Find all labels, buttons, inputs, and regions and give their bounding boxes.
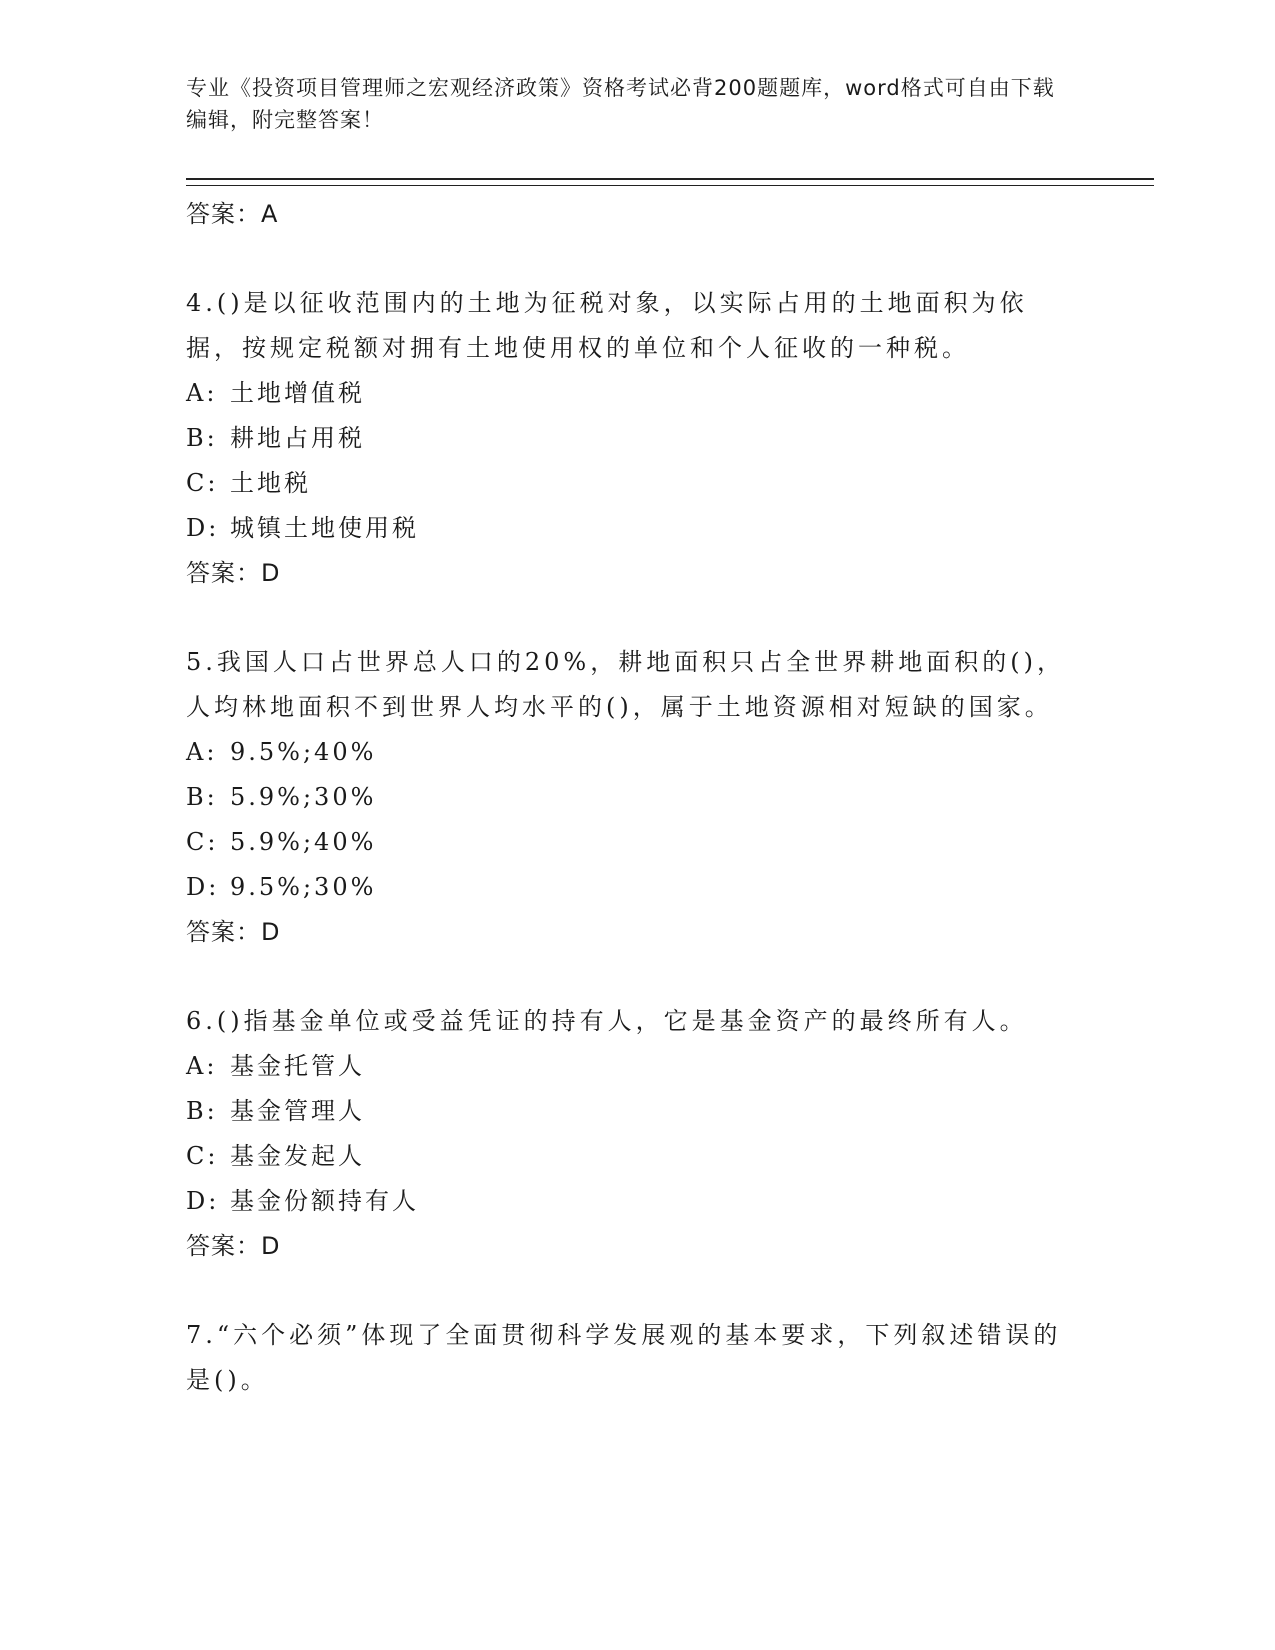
option-key: C:: [186, 1142, 219, 1170]
option-a: [186, 371, 1076, 416]
option-text: 基金份额持有人: [230, 1187, 419, 1215]
header-divider: [186, 178, 1154, 186]
option-d: [186, 865, 1076, 910]
option-key: B:: [186, 783, 218, 811]
option-text: 5.9%;40%: [230, 828, 377, 856]
header-title: 专业《投资项目管理师之宏观经济政策》资格考试必背200题题库，word格式可自由下载编辑，附完整答案！: [186, 76, 1055, 132]
option-key: A:: [186, 379, 218, 407]
question-item: [186, 1313, 1076, 1403]
question-list: [186, 192, 1076, 1403]
option-key: B:: [186, 424, 218, 452]
option-text: 土地增值税: [230, 379, 365, 407]
option-key: A:: [186, 1052, 218, 1080]
question-item: [186, 999, 1076, 1268]
option-a: [186, 730, 1076, 775]
document-header: [186, 72, 1066, 136]
option-c: [186, 1134, 1076, 1179]
question-item: [186, 640, 1076, 954]
option-c: [186, 461, 1076, 506]
option-c: [186, 820, 1076, 865]
option-key: D:: [186, 1187, 220, 1215]
option-key: B:: [186, 1097, 218, 1125]
option-text: 基金托管人: [230, 1052, 365, 1080]
option-text: 基金发起人: [230, 1142, 365, 1170]
option-key: D:: [186, 514, 220, 542]
option-text: 耕地占用税: [230, 424, 365, 452]
option-b: [186, 416, 1076, 461]
option-d: [186, 506, 1076, 551]
answer-line: 答案：D: [186, 1232, 281, 1260]
option-key: A:: [186, 738, 218, 766]
question-text: 7.“六个必须”体现了全面贯彻科学发展观的基本要求，下列叙述错误的是()。: [186, 1321, 1062, 1394]
question-text: 6.()指基金单位或受益凭证的持有人，它是基金资产的最终所有人。: [186, 1007, 1028, 1035]
option-key: C:: [186, 469, 219, 497]
option-key: D:: [186, 873, 220, 901]
option-b: [186, 775, 1076, 820]
option-key: C:: [186, 828, 219, 856]
question-text: 5.我国人口占世界总人口的20%，耕地面积只占全世界耕地面积的()，人均林地面积不到世界人均水平的()，属于土地资源相对短缺的国家。: [186, 648, 1065, 721]
answer-line: 答案：A: [186, 200, 279, 228]
option-d: [186, 1179, 1076, 1224]
option-text: 土地税: [230, 469, 311, 497]
option-text: 9.5%;40%: [230, 738, 377, 766]
answer-line: 答案：D: [186, 559, 281, 587]
option-text: 基金管理人: [230, 1097, 365, 1125]
answer-line: 答案：D: [186, 918, 281, 946]
option-text: 9.5%;30%: [230, 873, 377, 901]
question-item: [186, 281, 1076, 595]
question-text: 4.()是以征收范围内的土地为征税对象，以实际占用的土地面积为依据，按规定税额对拥有土地使用权的单位和个人征收的一种税。: [186, 289, 1028, 362]
option-text: 5.9%;30%: [230, 783, 377, 811]
option-text: 城镇土地使用税: [230, 514, 419, 542]
option-b: [186, 1089, 1076, 1134]
option-a: [186, 1044, 1076, 1089]
